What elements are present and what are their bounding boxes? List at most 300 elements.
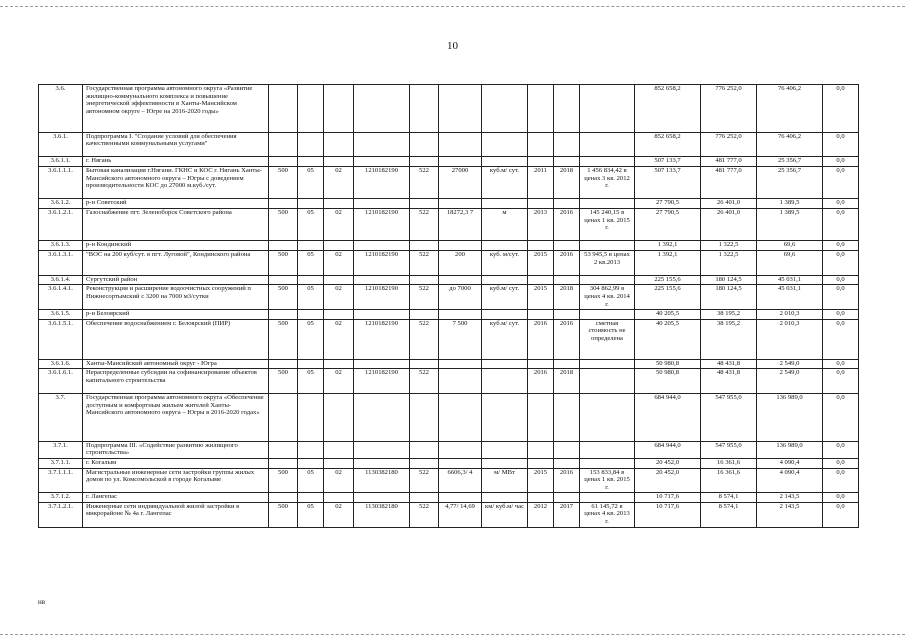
table-row [39,85,859,133]
cell-v2: 481 777,0 [701,166,757,198]
cell-v4: 0,0 [823,241,859,251]
cell-c7: м [482,208,528,240]
cell-c10 [580,241,635,251]
cell-code: 3.6. [39,85,83,133]
table-row [39,502,859,527]
table-row [39,394,859,442]
cell-c1 [269,199,298,209]
cell-c6: до 7000 [439,285,482,310]
table-row [39,250,859,275]
cell-c9 [554,275,580,285]
cell-v1: 684 944,0 [635,441,701,458]
cell-c8 [528,441,554,458]
cell-c7 [482,369,528,394]
cell-c8: 2015 [528,250,554,275]
cell-v1: 10 717,6 [635,493,701,503]
cell-c7: куб.м/ сут. [482,285,528,310]
cell-code: 3.6.1.3.1. [39,250,83,275]
cell-c7 [482,157,528,167]
cell-c3: 02 [324,250,354,275]
cell-c1: 500 [269,369,298,394]
cell-code: 3.7.1.2.1. [39,502,83,527]
cell-v3: 2 549,0 [757,369,823,394]
cell-c3: 02 [324,319,354,359]
cell-c3 [324,132,354,157]
cell-name: Магистральные инженерные сети застройки группы жилых домов по ул. Комсомольской в городе Когалыме [83,468,269,493]
cell-name: р-н Советский [83,199,269,209]
cell-v1: 50 980,8 [635,369,701,394]
cell-c6 [439,441,482,458]
cell-c6 [439,241,482,251]
cell-code: 3.6.1.4.1. [39,285,83,310]
cell-v2: 8 574,1 [701,502,757,527]
cell-v1: 50 980,8 [635,359,701,369]
cell-c9 [554,359,580,369]
cell-c2: 05 [298,369,324,394]
cell-c10: 1 456 834,42 в ценах 3 кв. 2012 г. [580,166,635,198]
cell-c2: 05 [298,319,324,359]
cell-v1: 27 790,5 [635,199,701,209]
cell-c8 [528,199,554,209]
cell-c5: 522 [410,285,439,310]
table-row [39,319,859,359]
cell-c6 [439,275,482,285]
cell-code: 3.6.1.5.1. [39,319,83,359]
cell-v4: 0,0 [823,132,859,157]
cell-v1: 225 155,6 [635,275,701,285]
cell-code: 3.7.1.1. [39,458,83,468]
cell-c1 [269,85,298,133]
cell-c5 [410,458,439,468]
cell-name: Подпрограмма I. "Создание условий для обеспечения качественными коммунальными услугами" [83,132,269,157]
table-row [39,157,859,167]
cell-c2: 05 [298,166,324,198]
cell-c4 [354,241,410,251]
cell-v3: 136 989,0 [757,394,823,442]
cell-c5 [410,441,439,458]
cell-c9 [554,394,580,442]
cell-c2 [298,275,324,285]
cell-c9 [554,241,580,251]
cell-c4 [354,85,410,133]
cell-c7: м/ МВт [482,468,528,493]
cell-name: Государственная программа автономного округа «Обеспечение доступным и комфортным жильем жителей Ханты-Мансийского автономного округа – Югры в 2016-2020 годах» [83,394,269,442]
cell-c10 [580,157,635,167]
cell-c1 [269,241,298,251]
cell-v2: 48 431,8 [701,369,757,394]
cell-v4: 0,0 [823,468,859,493]
cell-v4: 0,0 [823,199,859,209]
cell-v2: 1 322,5 [701,241,757,251]
cell-c4 [354,458,410,468]
cell-code: 3.6.1.4. [39,275,83,285]
cell-v4: 0,0 [823,250,859,275]
cell-c1 [269,275,298,285]
cell-code: 3.7.1.2. [39,493,83,503]
cell-c10 [580,199,635,209]
cell-c1: 500 [269,285,298,310]
cell-v2: 26 401,0 [701,208,757,240]
cell-c4 [354,199,410,209]
cell-c4: 1130382180 [354,468,410,493]
cell-c2: 05 [298,208,324,240]
cell-c10 [580,394,635,442]
cell-name: Сургутский район [83,275,269,285]
cell-c8: 2015 [528,285,554,310]
footer-mark: нв [38,598,46,606]
cell-c3: 02 [324,502,354,527]
cell-c5 [410,310,439,320]
cell-c10 [580,132,635,157]
cell-c6: 7 500 [439,319,482,359]
cell-code: 3.6.1.3. [39,241,83,251]
cell-v3: 2 010,3 [757,319,823,359]
cell-v3: 4 090,4 [757,468,823,493]
cell-c2 [298,199,324,209]
cell-c7 [482,441,528,458]
cell-c10: 61 145,72 в ценах 4 кв. 2013 г. [580,502,635,527]
cell-c1 [269,493,298,503]
cell-c3 [324,85,354,133]
cell-v2: 48 431,8 [701,359,757,369]
cell-c5: 522 [410,319,439,359]
cell-c9 [554,458,580,468]
cell-c6 [439,85,482,133]
cell-code: 3.6.1.5. [39,310,83,320]
cell-code: 3.7.1. [39,441,83,458]
cell-v3: 4 090,4 [757,458,823,468]
cell-c1 [269,310,298,320]
cell-c6: 6606,3/ 4 [439,468,482,493]
cell-c1: 500 [269,166,298,198]
cell-v3: 136 989,0 [757,441,823,458]
cell-v2: 38 195,2 [701,319,757,359]
table-row [39,208,859,240]
cell-c8 [528,275,554,285]
cell-c9 [554,85,580,133]
cell-c8 [528,241,554,251]
cell-c4: 1210182190 [354,166,410,198]
cell-c4 [354,394,410,442]
cell-c5: 522 [410,250,439,275]
cell-c7 [482,458,528,468]
cell-c1 [269,441,298,458]
cell-v2: 1 322,5 [701,250,757,275]
cell-c4: 1210182190 [354,319,410,359]
cell-c3 [324,241,354,251]
cell-c3: 02 [324,166,354,198]
cell-v2: 38 195,2 [701,310,757,320]
cell-c7 [482,275,528,285]
cell-c7 [482,199,528,209]
cell-c9 [554,493,580,503]
cell-name: р-н Белоярский [83,310,269,320]
cell-c2 [298,394,324,442]
cell-c7 [482,241,528,251]
cell-code: 3.6.1.6.1. [39,369,83,394]
cell-c8: 2015 [528,468,554,493]
cell-c4: 1210182190 [354,250,410,275]
cell-c5 [410,394,439,442]
cell-c6 [439,359,482,369]
cell-c7 [482,394,528,442]
cell-v4: 0,0 [823,493,859,503]
cell-c3 [324,441,354,458]
cell-c1 [269,132,298,157]
page-number: 10 [447,40,458,52]
cell-c3 [324,359,354,369]
cell-c5: 522 [410,208,439,240]
cell-c8 [528,157,554,167]
cell-c2: 05 [298,468,324,493]
cell-c4: 1210182190 [354,369,410,394]
cell-c9 [554,132,580,157]
cell-v4: 0,0 [823,369,859,394]
table-row [39,441,859,458]
cell-c2 [298,157,324,167]
cell-v3: 45 031,1 [757,275,823,285]
cell-c1 [269,394,298,442]
cell-c9: 2016 [554,250,580,275]
cell-v1: 1 392,1 [635,241,701,251]
table-row [39,458,859,468]
cell-c4 [354,132,410,157]
table-row [39,310,859,320]
cell-c6: 200 [439,250,482,275]
scan-bottom-border [0,634,905,635]
cell-name: Реконструкция и расширение водоочистных сооружений п Нижнесортымский с 3200 на 7000 м3/сутки [83,285,269,310]
cell-c3: 02 [324,468,354,493]
cell-c6 [439,132,482,157]
table-row [39,285,859,310]
cell-c10 [580,359,635,369]
cell-c8: 2013 [528,208,554,240]
cell-c10 [580,275,635,285]
cell-c3 [324,310,354,320]
cell-c5: 522 [410,166,439,198]
cell-c2 [298,85,324,133]
cell-v2: 16 361,6 [701,468,757,493]
cell-c6 [439,458,482,468]
cell-v2: 547 955,0 [701,441,757,458]
cell-c10 [580,369,635,394]
cell-name: Обеспечение водоснабжением г. Белоярский (ПИР) [83,319,269,359]
cell-c2 [298,132,324,157]
cell-c5 [410,241,439,251]
cell-name: Газоснабжение пгт. Зеленоборск Советского района [83,208,269,240]
cell-c4 [354,275,410,285]
cell-code: 3.6.1.6. [39,359,83,369]
cell-c7 [482,132,528,157]
cell-c5 [410,359,439,369]
cell-c8: 2016 [528,319,554,359]
cell-c10 [580,493,635,503]
cell-c4 [354,441,410,458]
cell-c3 [324,275,354,285]
cell-name: Подпрограмма III. «Содействие развитию жилищного строительства» [83,441,269,458]
cell-v4: 0,0 [823,166,859,198]
cell-v4: 0,0 [823,285,859,310]
cell-c1: 500 [269,250,298,275]
cell-v2: 16 361,6 [701,458,757,468]
cell-c8 [528,458,554,468]
cell-c6: 27000 [439,166,482,198]
cell-c10 [580,458,635,468]
cell-c5 [410,157,439,167]
cell-c2: 05 [298,285,324,310]
cell-c1 [269,359,298,369]
cell-v1: 40 205,5 [635,319,701,359]
cell-v4: 0,0 [823,85,859,133]
cell-c8 [528,493,554,503]
cell-c9: 2016 [554,319,580,359]
cell-c6 [439,394,482,442]
cell-c3 [324,199,354,209]
cell-c7: куб.м/ сут. [482,166,528,198]
cell-code: 3.6.1.1. [39,157,83,167]
cell-c2: 05 [298,502,324,527]
cell-v4: 0,0 [823,275,859,285]
table-row [39,275,859,285]
cell-v1: 507 133,7 [635,166,701,198]
cell-v4: 0,0 [823,441,859,458]
cell-c2 [298,310,324,320]
cell-c5: 522 [410,502,439,527]
cell-v4: 0,0 [823,157,859,167]
cell-v2: 180 124,5 [701,285,757,310]
cell-v4: 0,0 [823,319,859,359]
cell-v1: 507 133,7 [635,157,701,167]
cell-c4 [354,310,410,320]
cell-v2: 776 252,0 [701,85,757,133]
cell-v3: 2 549,0 [757,359,823,369]
cell-v2: 481 777,0 [701,157,757,167]
cell-v2: 547 955,0 [701,394,757,442]
cell-c7: куб. м/сут. [482,250,528,275]
cell-v3: 69,6 [757,241,823,251]
cell-c10: 153 833,84 в ценах 1 кв. 2015 г. [580,468,635,493]
table-row [39,199,859,209]
cell-c9: 2016 [554,468,580,493]
table-row [39,132,859,157]
cell-v3: 2 143,5 [757,502,823,527]
cell-v3: 76 406,2 [757,85,823,133]
cell-code: 3.7. [39,394,83,442]
cell-c4: 1210182190 [354,285,410,310]
cell-v3: 25 356,7 [757,157,823,167]
cell-c8 [528,85,554,133]
cell-v2: 776 252,0 [701,132,757,157]
cell-c6: 4,77/ 14,69 [439,502,482,527]
cell-name: Нераспределенные субсидии на софинансирование объектов капитального строительства [83,369,269,394]
cell-code: 3.6.1.1.1. [39,166,83,198]
cell-name: "ВОС на 200 куб/сут. в пгт. Луговой", Кондинского района [83,250,269,275]
cell-c3 [324,394,354,442]
cell-name: г. Когалым [83,458,269,468]
cell-name: р-н Кондинский [83,241,269,251]
cell-v3: 45 031,1 [757,285,823,310]
cell-c1: 500 [269,502,298,527]
cell-c2 [298,458,324,468]
budget-table [38,84,859,528]
cell-code: 3.6.1. [39,132,83,157]
cell-c5: 522 [410,468,439,493]
cell-c1 [269,458,298,468]
cell-name: Государственная программа автономного округа «Развитие жилищно-коммунального комплекса и повышение энергетической эффективности в Ханты-Мансийском автономном округе – Югре на 2016-2020 годы» [83,85,269,133]
cell-c9: 2018 [554,369,580,394]
cell-c6 [439,369,482,394]
cell-c8: 2011 [528,166,554,198]
cell-c9: 2016 [554,208,580,240]
cell-c5 [410,275,439,285]
cell-c3: 02 [324,208,354,240]
cell-c4: 1130382180 [354,502,410,527]
cell-c6 [439,199,482,209]
cell-v1: 852 658,2 [635,132,701,157]
scan-top-border [0,6,905,7]
cell-c8: 2016 [528,369,554,394]
cell-c2 [298,359,324,369]
cell-v4: 0,0 [823,458,859,468]
cell-v3: 69,6 [757,250,823,275]
cell-c10: 304 862,99 в ценах 4 кв. 2014 г. [580,285,635,310]
cell-v1: 27 790,5 [635,208,701,240]
cell-c9: 2018 [554,285,580,310]
cell-v1: 684 944,0 [635,394,701,442]
cell-c1 [269,157,298,167]
cell-c9 [554,199,580,209]
cell-v1: 20 452,0 [635,468,701,493]
cell-v1: 852 658,2 [635,85,701,133]
cell-c8 [528,359,554,369]
cell-c9: 2017 [554,502,580,527]
cell-v2: 26 401,0 [701,199,757,209]
cell-v4: 0,0 [823,394,859,442]
table-row [39,241,859,251]
cell-v4: 0,0 [823,310,859,320]
cell-c7 [482,359,528,369]
cell-c6 [439,310,482,320]
cell-v1: 20 452,0 [635,458,701,468]
cell-v4: 0,0 [823,208,859,240]
cell-c6 [439,493,482,503]
cell-v3: 25 356,7 [757,166,823,198]
cell-code: 3.7.1.1.1. [39,468,83,493]
cell-c9 [554,310,580,320]
cell-v1: 40 205,5 [635,310,701,320]
cell-c9 [554,441,580,458]
cell-c7: км/ куб.м/ час [482,502,528,527]
cell-c10 [580,441,635,458]
cell-c3: 02 [324,369,354,394]
cell-name: Инженерные сети индивидуальной жилой застройки в микрорайоне № 4а г. Лангепас [83,502,269,527]
table-row [39,493,859,503]
cell-c2 [298,441,324,458]
cell-c5: 522 [410,369,439,394]
cell-code: 3.6.1.2. [39,199,83,209]
cell-c8 [528,394,554,442]
cell-name: г. Нягань [83,157,269,167]
cell-c7 [482,85,528,133]
cell-c4: 1210182190 [354,208,410,240]
table-row [39,468,859,493]
cell-v3: 76 406,2 [757,132,823,157]
cell-c9 [554,157,580,167]
cell-v3: 1 389,5 [757,199,823,209]
cell-c10: 53 945,5 в ценах 2 кв.2013 [580,250,635,275]
cell-c10 [580,85,635,133]
cell-c2: 05 [298,250,324,275]
